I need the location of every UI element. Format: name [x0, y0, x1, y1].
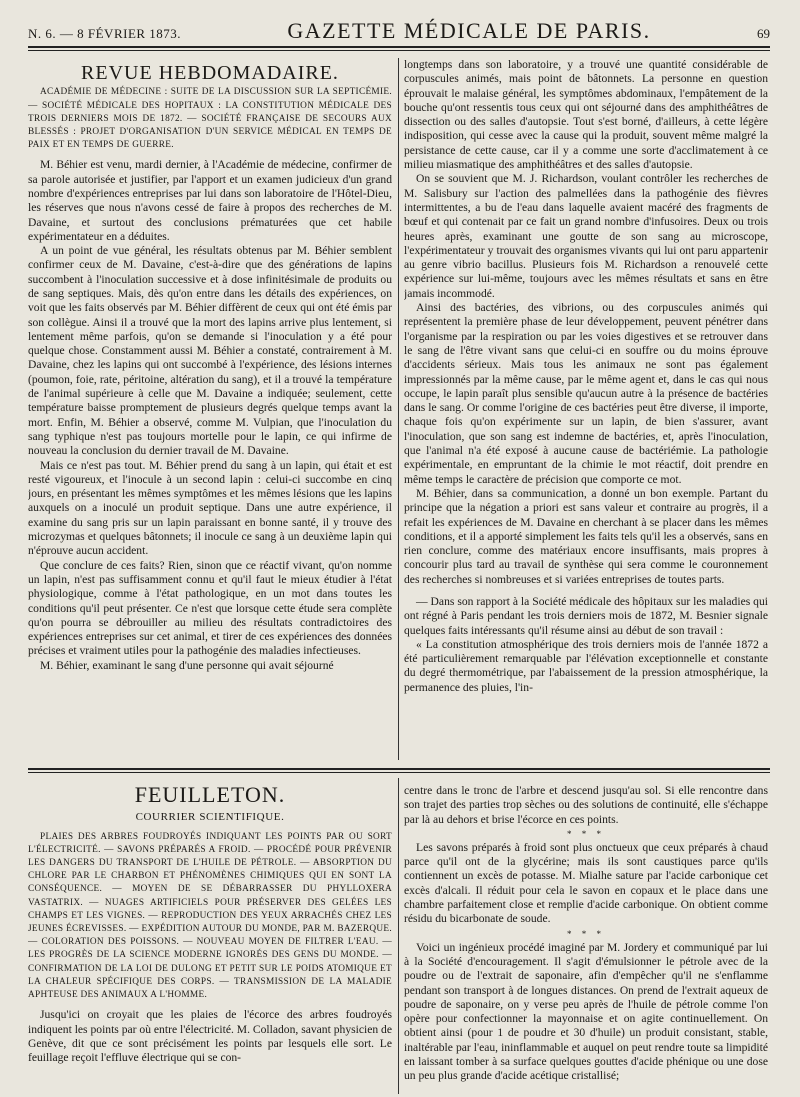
- feuilleton-column-left: [28, 784, 392, 1094]
- feuilleton-paragraph: Voici un ingénieux procédé imaginé par M. Jordery et communiqué par lui à la Société d'encouragement. Il s'agit d'émulsionner le pétrole avec de la poudre ou de l'extrait de saponaire, afin d'empêcher qu'il ne s'enflamme pendant son transport à de longues distances. On prend de l'extrait aqueux de poudre de saponaire, on y verse peu après de l'huile de pétrole comme l'on opère pour confectionner la mayonnaise et on agite continuellement. On obtient ainsi (pour 1 de poudre et 30 d'huile) un produit consistant, stable, inaltérable par l'eau, ininflammable et auquel on peut rendre toute sa limpidité en laissant tomber à sa surface quelques gouttes d'acide phénique ou une dose un peu plus grande d'acide acétique cristallisé;: [404, 940, 768, 1083]
- feuilleton-title: FEUILLETON.: [134, 784, 286, 807]
- revue-summary: ACADÉMIE DE MÉDECINE : SUITE DE LA DISCUSSION SUR LA SEPTICÉMIE. — SOCIÉTÉ MÉDICALE DES HOPITAUX : LA CONSTITUTION MÉDICALE DES TROIS DERNIERS MOIS DE 1872. — SOCIÉTÉ FRANÇAISE DE SECOURS AUX BLESSÉS : PROJET D'ORGANISATION D'UN SERVICE MÉDICAL EN TEMPS DE PAIX ET EN TEMPS DE GUERRE.: [28, 87, 392, 151]
- issue-number: N. 6. — 8 FÉVRIER 1873.: [28, 26, 182, 41]
- revue-paragraph: Ainsi des bactéries, des vibrions, ou des corpuscules animés qui représentent la première phase de leur développement, peuvent pénétrer dans l'organisme par la respiration ou par les voies digestives et se retrouver dans le sang de l'être vivant sans que celui-ci en souffre ou du moins éprouve d'accidents sérieux. Mais tous les animaux ne sont pas également impressionnés par la même cause, par le même agent et, dans le cas qui nous occupe, le lapin paraît plus sensible qu'aucun autre à la présence de bactéries dans le sang. Or comme l'origine de ces bactéries peut être diverse, il importe, chaque fois qu'on expérimente sur un lapin, de bien s'assurer, avant l'inoculation, que son sang est indemne de bactéries, et, après l'inoculation, que l'animal n'a été exposé à aucune cause de bactériémie. La pathologie expérimentale, en empruntant de la chimie le mot réactif, doit prendre en même temps le caractère de précision que comporte ce mot.: [404, 301, 768, 486]
- revue-paragraph: Mais ce n'est pas tout. M. Béhier prend du sang à un lapin, qui était et est resté vigoureux, et l'inocule à un second lapin : celui-ci succombe en cinq jours, en présentant les mêmes symptômes et les mêmes lésions que les lapins auxquels on a inoculé un produit septique. Dans une autre expérience, il examine du sang pris sur un lapin paraissant en bonne santé, il y trouve des microzymas et quelques bâtonnets; il inocule ce sang à un deuxième lapin qui n'éprouve aucun accident.: [28, 458, 392, 558]
- column-divider: [398, 778, 399, 1094]
- revue-column-left: [28, 58, 392, 760]
- revue-title: REVUE HEBDOMADAIRE.: [81, 62, 339, 84]
- feuilleton-paragraph: Jusqu'ici on croyait que les plaies de l'écorce des arbres foudroyés indiquent les points par où entre l'électricité. M. Colladon, savant physicien de Genève, dit que ce sont précisément les points par lesquels elle sort. Le feuillage reçoit l'effluve électrique qui se con-: [28, 1008, 392, 1065]
- newspaper-title: GAZETTE MÉDICALE DE PARIS.: [287, 18, 651, 43]
- masthead-rule: [28, 46, 770, 48]
- feuilleton-rule: [28, 768, 770, 770]
- feuilleton-summary: PLAIES DES ARBRES FOUDROYÉS INDIQUANT LES POINTS PAR OU SORT L'ÉLECTRICITÉ. — SAVONS PRÉPARÉS A FROID. — PROCÉDÉ POUR PRÉVENIR LES DANGERS DU TRANSPORT DE L'HUILE DE PÉTROLE. — ABSORPTION DU CHLORE PAR LE CHARBON ET PHÉNOMÈNES CHIMIQUES QUI EN SONT LA CONSÉQUENCE. — MOYEN DE SE DÉBARRASSER DU PHYLLOXERA VASTATRIX. — NUAGES ARTIFICIELS POUR PRÉSERVER DES GELÉES LES CHAMPS ET LES VIGNES. — REPRODUCTION DES YEUX ARRACHÉS CHEZ LES JEUNES ÉCREVISSES. — EXPÉDITION AUTOUR DU MONDE, PAR M. BAZERQUE. — COLORATION DES POISSONS. — NOUVEAU MOYEN DE FILTRER L'EAU. — LES PROGRÈS DE LA SCIENCE MODERNE IGNORÉS DES GENS DU MONDE. — CONFIRMATION DE LA LOI DE DULONG ET PETIT SUR LE POIDS ATOMIQUE ET LA CHALEUR SPÉCIFIQUE DES CORPS. — TRANSMISSION DE LA MALADIE APHTEUSE DES ANIMAUX A L'HOMME.: [28, 831, 392, 1001]
- revue-paragraph: A un point de vue général, les résultats obtenus par M. Béhier semblent confirmer ceux de M. Davaine, c'est-à-dire que des générations de lapins succombent à l'inoculation successive et à dose infinitésimale de produits ou de sang septiques. Mais, dès qu'on entre dans les détails des expériences, on voit que les faits observés par M. Béhier diffèrent de ceux qui ont été émis par son collègue. Ainsi il a trouvé que la mort des lapins arrive plus lentement, si lentement même parfois, qu'on se demande si l'inoculation y a été pour quelque chose. Constamment aussi M. Béhier a constaté, contrairement à M. Davaine, chez les lapins qui ont succombé à l'expérience, des lésions internes (poumon, foie, rate, péritoine, altération du sang), et il a trouvé la température de l'animal supérieure à celle que M. Davaine a indiquée; seulement, cette température baisse promptement de plusieurs degrés quelque temps avant la mort. Enfin, M. Béhier a observé, comme M. Vulpian, que l'inoculation du sang typhique n'est pas toujours mortelle pour le lapin, ce qui infirme de nouveau la conclusion du dernier travail de M. Davaine.: [28, 244, 392, 458]
- revue-paragraph: « La constitution atmosphérique des trois derniers mois de l'année 1872 a été particulièrement remarquable par l'élévation exceptionnelle et constante du degré thermométrique, par l'abaissement de la pression atmosphérique, la permanence des pluies, l'in-: [404, 637, 768, 694]
- revue-paragraph: M. Béhier, examinant le sang d'une personne qui avait séjourné: [40, 658, 334, 672]
- revue-paragraph: M. Béhier est venu, mardi dernier, à l'Académie de médecine, confirmer de sa parole autorisée et justifier, par l'apport et un examen judicieux d'un grand nombre d'expériences entreprises par lui dans son laboratoire de l'Hôtel-Dieu, les réserves que nous n'avons cessé de faire à propos des recherches de M. Davaine, et surtout des conclusions prématurées que cet habile expérimentateur en a déduites.: [28, 158, 392, 243]
- feuilleton-subtitle: COURRIER SCIENTIFIQUE.: [135, 811, 285, 824]
- feuilleton-rule-thin: [28, 772, 770, 773]
- feuilleton-paragraph: centre dans le tronc de l'arbre et descend jusqu'au sol. Si elle rencontre dans son trajet des parties trop sèches ou des solutions de continuité, elle s'échappe par là au dehors et brise l'écorce en ces points.: [404, 784, 768, 826]
- page-number: 69: [756, 26, 770, 41]
- revue-paragraph: longtemps dans son laboratoire, y a trouvé une quantité considérable de corpuscules animés, mais point de bâtonnets. La personne en question éprouvait le malaise général, les symptômes abdominaux, l'empâtement de la bouche qu'ont ressentis tous ceux qui ont séjourné dans des amphithéâtres de dissection ou des salles d'autopsie. Tout s'est borné, d'ailleurs, à cette légère indisposition, qui cesse avec la cause qui la produit, souvent même malgré la persistance de cette cause, car il y a comme une sorte d'acclimatement à ce milieu miasmatique des amphithéâtres et des salles d'autopsie.: [404, 58, 768, 172]
- feuilleton-paragraph: Les savons préparés à froid sont plus onctueux que ceux préparés à chaud parce qu'il ont de la glycérine; mais ils sont caustiques parce qu'ils contiennent un excès de potasse. M. Mialhe sature par l'acide carbonique cet excès d'alcali. Il réduit pour cela le savon en copaux et le place dans une chambre parfaitement close et remplie d'acide carbonique. On obtient comme résidu du bicarbonate de soude.: [404, 840, 768, 926]
- masthead-rule-thin: [28, 50, 770, 51]
- masthead: [28, 18, 770, 44]
- section-separator: * * *: [567, 928, 605, 939]
- column-divider: [398, 58, 399, 760]
- section-separator: * * *: [567, 828, 605, 839]
- revue-paragraph: M. Béhier, dans sa communication, a donné un bon exemple. Partant du principe que la négation a priori est sans valeur et contraire au progrès, il a refait les expériences de M. Davaine en cherchant à se placer dans les mêmes conditions, et il a apporté simplement les faits tels qu'il les a observés, sans en rien conclure, comme des matériaux encore insuffisants, mais propres à concourir plus tard au travail de synthèse qui sera comme le couronnement des recherches si nombreuses et si variées entreprises de toutes parts.: [404, 486, 768, 586]
- revue-paragraph: On se souvient que M. J. Richardson, voulant contrôler les recherches de M. Salisbury sur l'action des palmellées dans la pathogénie des fièvres intermittentes, a bu de l'eau dans laquelle avaient macéré des fragments de bœuf et qui contenait par ce fait un grand nombre d'infusoires. Deux ou trois heures après, examinant une goutte de son sang au microscope, l'expérimentateur y trouvait des organismes vivants qui lui ont paru appartenir au genre vibrio bacillus. Plusieurs fois M. Richardson a renouvelé cette expérience sur lui-même, toujours avec les mêmes résultats et sans en être jamais incommodé.: [404, 172, 768, 300]
- revue-paragraph: — Dans son rapport à la Société médicale des hôpitaux sur les maladies qui ont régné à Paris pendant les trois derniers mois de 1872, M. Besnier signale quelques faits intéressants qu'il résume ainsi au début de son travail :: [404, 594, 768, 637]
- revue-paragraph: Que conclure de ces faits? Rien, sinon que ce réactif vivant, qu'on nomme un lapin, n'est pas suffisamment connu et qu'il faut le mieux étudier à l'état physiologique, comme à l'état pathologique, en un mot dans toutes les conditions qu'il peut présenter. Ce n'est que lorsque cette étude sera complète qu'on pourra se débrouiller au milieu des résultats contradictoires des expériences entreprises sur cet animal, et tirer de ces expériences des données précises et vraiment utiles pour la pathogénie des maladies infectieuses.: [28, 558, 392, 658]
- feuilleton-column-right: [404, 784, 768, 1094]
- revue-column-right: [404, 58, 768, 760]
